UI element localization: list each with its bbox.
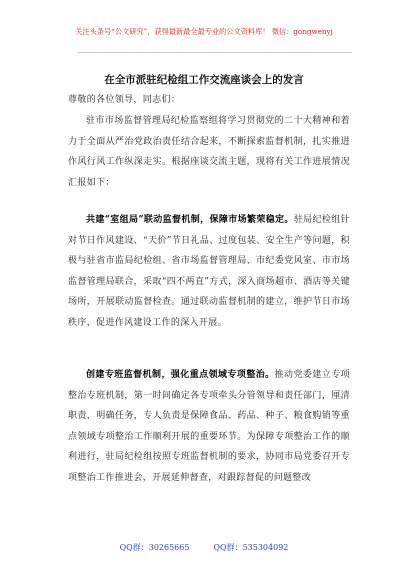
intro-paragraph: 驻市市场监督管理局纪检监察组将学习贯彻党的二十大精神和着力于全面从严治党政治责任结合起来，不断探索监督机制，扎实推进作风行风工作纵深走实。根据座谈交流主题，现将有关工作进展情况汇报如下： [68, 116, 350, 188]
qq-group-1-link[interactable]: QQ群：30265665 [119, 543, 190, 552]
document-title: 在全市派驻纪检组工作交流座谈会上的发言 [104, 74, 304, 86]
header-divider [78, 52, 352, 53]
section-2-paragraph [68, 365, 350, 489]
qq-group-2-link[interactable]: QQ群：535304092 [213, 543, 289, 552]
greeting-line: 尊敬的各位领导，同志们： [68, 95, 181, 105]
section-2-heading: 创建专班监督机制，强化重点领域专项整治。 [86, 370, 275, 380]
section-1-body: 驻局纪检组针对节日作风建设、“天价”节日礼品、过度包装、安全生产等问题，积极与驻省市监局纪检组、省市场监督管理局、市纪委党风室、市市场监督管理局联合，采取“四不两直”方式，深入商场超市、酒店等关键场所，开展联动监督检查。通过联动监督机制的建立，维护节日市场秩序，促进作风建设工作的深入开展。 [68, 215, 350, 328]
section-1-paragraph [68, 210, 350, 334]
footer-contact [0, 542, 408, 553]
header-promo-banner: 关注头条号“公文研究”，获得最新最全最专业的公文资料库！ 微信：gongwenyj [75, 27, 333, 36]
section-2-body: 推动党委建立专项整治专班机制，第一时间确定各专项牵头分管领导和责任部门，厘清职责，明确任务，专人负责是保障食品、药品、种子、粮食购销等重点领域专项整治工作顺利开展的重要环节。为保障专项整治工作的顺利进行，驻局纪检组按照专班监督机制的要求，协同市局党委召开专项整治工作推进会，开展延伸督查，对跟踪督促的问题整改 [68, 370, 350, 483]
section-1-heading: 共建“室组局”联动监督机制，保障市场繁荣稳定。 [86, 215, 294, 225]
